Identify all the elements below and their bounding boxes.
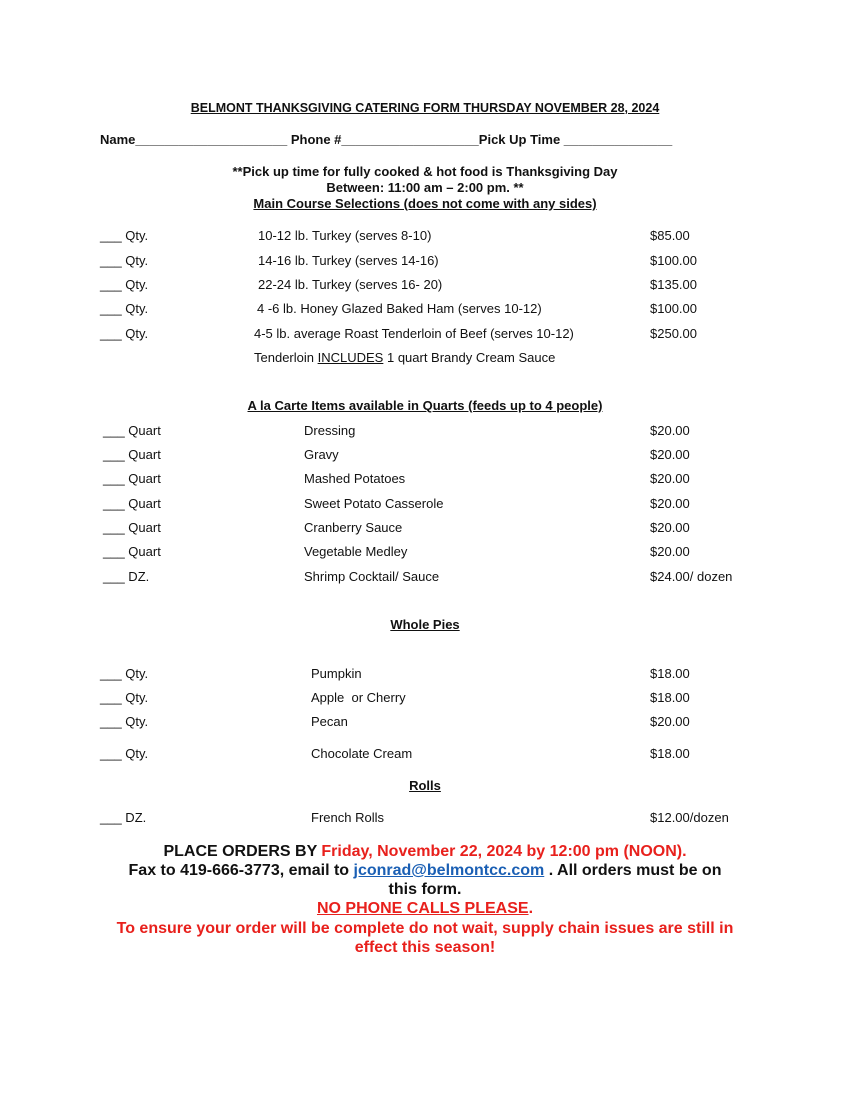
item-price: $20.00 bbox=[650, 423, 690, 438]
item-price: $20.00 bbox=[650, 471, 690, 486]
item-price: $20.00 bbox=[650, 714, 690, 729]
qty-blank: ___ Qty. bbox=[100, 228, 149, 243]
qty-blank: ___ Quart bbox=[103, 471, 161, 486]
qty-blank: ___ Quart bbox=[103, 447, 161, 462]
item-name: Gravy bbox=[304, 447, 339, 462]
tenderloin-note-text bbox=[254, 350, 555, 365]
main-course-heading: Main Course Selections (does not come with any sides) bbox=[253, 196, 597, 211]
qty-blank: ___ Qty. bbox=[100, 746, 149, 761]
pie-row bbox=[0, 690, 850, 708]
place-orders-label: PLACE ORDERS BY bbox=[163, 843, 322, 860]
qty-blank: ___ Qty. bbox=[100, 253, 149, 268]
no-calls-text: NO PHONE CALLS PLEASE bbox=[316, 900, 529, 917]
pie-row bbox=[0, 746, 850, 764]
item-name: Mashed Potatoes bbox=[304, 471, 406, 486]
qty-blank: ___ Qty. bbox=[100, 301, 149, 316]
item-name: Cranberry Sauce bbox=[304, 520, 403, 535]
pickup-note-line2: Between: 11:00 am – 2:00 pm. ** bbox=[326, 180, 524, 195]
item-name: Pecan bbox=[311, 714, 348, 729]
tenderloin-note-includes: INCLUDES bbox=[317, 350, 384, 365]
fax-prefix: Fax to 419-666-3773, email to bbox=[128, 862, 354, 879]
main-course-row bbox=[0, 326, 850, 344]
warning-line2: effect this season! bbox=[354, 939, 496, 956]
item-name: Vegetable Medley bbox=[304, 544, 408, 559]
qty-blank: ___ DZ. bbox=[103, 569, 150, 584]
qty-blank: ___ Qty. bbox=[100, 666, 149, 681]
item-price: $20.00 bbox=[650, 496, 690, 511]
form-title: BELMONT THANKSGIVING CATERING FORM THURSDAY NOVEMBER 28, 2024 bbox=[190, 101, 660, 115]
item-price: $20.00 bbox=[650, 544, 690, 559]
alacarte-row bbox=[0, 447, 850, 465]
alacarte-row bbox=[0, 423, 850, 441]
qty-blank: ___ Quart bbox=[103, 423, 161, 438]
qty-blank: ___ Qty. bbox=[100, 714, 149, 729]
alacarte-row bbox=[0, 471, 850, 489]
tenderloin-note bbox=[0, 350, 850, 368]
pie-row bbox=[0, 714, 850, 732]
main-course-row bbox=[0, 301, 850, 319]
item-price: $85.00 bbox=[650, 228, 690, 243]
pie-row bbox=[0, 666, 850, 684]
item-name: 22-24 lb. Turkey (serves 16- 20) bbox=[258, 277, 443, 292]
customer-fields-line: Name_____________________ Phone #___________________Pick Up Time _______________ bbox=[100, 132, 673, 147]
pies-heading: Whole Pies bbox=[390, 617, 460, 632]
main-course-row bbox=[0, 228, 850, 246]
item-price: $12.00/dozen bbox=[650, 810, 729, 825]
item-price: $18.00 bbox=[650, 746, 690, 761]
item-name: Apple or Cherry bbox=[311, 690, 406, 705]
main-course-row bbox=[0, 253, 850, 271]
item-price: $20.00 bbox=[650, 447, 690, 462]
fax-email-line bbox=[0, 861, 850, 881]
alacarte-row bbox=[0, 569, 850, 587]
tenderloin-note-after: 1 quart Brandy Cream Sauce bbox=[383, 350, 556, 365]
item-name: Dressing bbox=[304, 423, 356, 438]
item-name: 4 -6 lb. Honey Glazed Baked Ham (serves 10-12) bbox=[257, 301, 542, 316]
qty-blank: ___ Qty. bbox=[100, 277, 149, 292]
pickup-note-line1: **Pick up time for fully cooked & hot food is Thanksgiving Day bbox=[232, 164, 618, 179]
fax-suffix: . All orders must be on bbox=[544, 862, 722, 879]
item-name: 14-16 lb. Turkey (serves 14-16) bbox=[258, 253, 439, 268]
tenderloin-note-before: Tenderloin bbox=[254, 350, 318, 365]
item-name: Sweet Potato Casserole bbox=[304, 496, 444, 511]
no-calls-period: . bbox=[528, 900, 534, 917]
alacarte-row bbox=[0, 544, 850, 562]
item-price: $24.00/ dozen bbox=[650, 569, 733, 584]
order-deadline: Friday, November 22, 2024 by 12:00 pm (NOON). bbox=[321, 843, 687, 860]
qty-blank: ___ Qty. bbox=[100, 690, 149, 705]
alacarte-row bbox=[0, 496, 850, 514]
qty-blank: ___ Quart bbox=[103, 496, 161, 511]
item-price: $18.00 bbox=[650, 690, 690, 705]
main-course-row bbox=[0, 277, 850, 295]
email-link[interactable]: jconrad@belmontcc.com bbox=[353, 862, 545, 879]
item-name: 10-12 lb. Turkey (serves 8-10) bbox=[258, 228, 432, 243]
item-name: Shrimp Cocktail/ Sauce bbox=[304, 569, 440, 584]
rolls-heading: Rolls bbox=[409, 778, 441, 793]
item-price: $135.00 bbox=[650, 277, 697, 292]
item-name: Chocolate Cream bbox=[311, 746, 413, 761]
place-orders-line bbox=[0, 842, 850, 862]
item-price: $250.00 bbox=[650, 326, 697, 341]
item-price: $100.00 bbox=[650, 253, 697, 268]
qty-blank: ___ Qty. bbox=[100, 326, 149, 341]
qty-blank: ___ DZ. bbox=[100, 810, 147, 825]
qty-blank: ___ Quart bbox=[103, 544, 161, 559]
qty-blank: ___ Quart bbox=[103, 520, 161, 535]
alacarte-heading: A la Carte Items available in Quarts (feeds up to 4 people) bbox=[247, 398, 603, 413]
rolls-row bbox=[0, 810, 850, 828]
warning-line1: To ensure your order will be complete do not wait, supply chain issues are still in bbox=[116, 920, 734, 937]
item-name: 4-5 lb. average Roast Tenderloin of Beef (serves 10-12) bbox=[254, 326, 574, 341]
item-name: Pumpkin bbox=[311, 666, 362, 681]
no-calls-line bbox=[0, 899, 850, 919]
fax-email-line2: this form. bbox=[388, 881, 462, 898]
item-price: $100.00 bbox=[650, 301, 697, 316]
item-name: French Rolls bbox=[311, 810, 384, 825]
item-price: $20.00 bbox=[650, 520, 690, 535]
alacarte-row bbox=[0, 520, 850, 538]
item-price: $18.00 bbox=[650, 666, 690, 681]
